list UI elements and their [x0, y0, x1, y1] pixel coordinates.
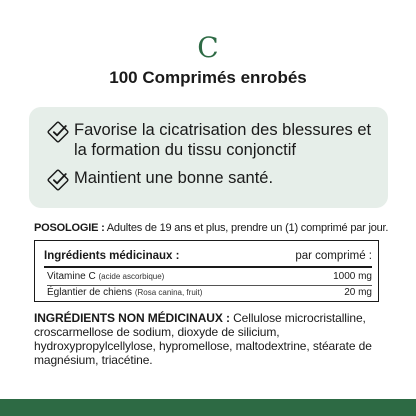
- claim-text: Maintient une bonne santé.: [74, 169, 274, 187]
- claim-item: [47, 120, 378, 160]
- claim-text: Favorise la cicatrisation des blessures et la formation du tissu conjonctif: [74, 121, 372, 159]
- table-row: [47, 287, 372, 299]
- check-icon: [47, 169, 69, 191]
- table-row: [47, 271, 372, 283]
- header-divider: [44, 266, 372, 268]
- ingredient-amount: 20 mg: [344, 287, 372, 298]
- ingredient-name: Vitamine C: [47, 271, 96, 282]
- non-medicinal-ingredients: [34, 311, 384, 367]
- ingredients-header-unit: par comprimé :: [295, 250, 372, 262]
- non-medicinal-text: Cellulose microcristalline, croscarmellose de sodium, dioxyde de silicium, hydroxypropylcellylose, hypromellose, maltodextrine, stéarate de magnésium, triacétine.: [34, 311, 372, 367]
- table-header: [44, 249, 372, 263]
- ingredient-scientific-name: (acide ascorbique): [98, 272, 165, 281]
- row-divider: [47, 285, 372, 286]
- ingredient-scientific-name: (Rosa canina, fruit): [134, 288, 203, 297]
- product-title: 100 Comprimés enrobés: [109, 68, 307, 87]
- claims-panel: [29, 107, 388, 208]
- claim-item: [47, 168, 378, 191]
- posology-text: Adultes de 19 ans et plus, prendre un (1) comprimé par jour.: [104, 222, 389, 234]
- medicinal-ingredients-table: [34, 240, 379, 302]
- ingredient-name: Églantier de chiens: [47, 287, 133, 298]
- bottom-brand-band: [0, 399, 416, 416]
- ingredient-amount: 1000 mg: [333, 271, 372, 282]
- non-medicinal-label: INGRÉDIENTS NON MÉDICINAUX :: [34, 311, 230, 325]
- ingredients-header-label: Ingrédients médicinaux :: [44, 250, 180, 262]
- check-icon: [47, 121, 69, 143]
- vitamin-letter: C: [197, 31, 219, 64]
- posology: [34, 221, 394, 235]
- posology-label: POSOLOGIE :: [34, 222, 105, 234]
